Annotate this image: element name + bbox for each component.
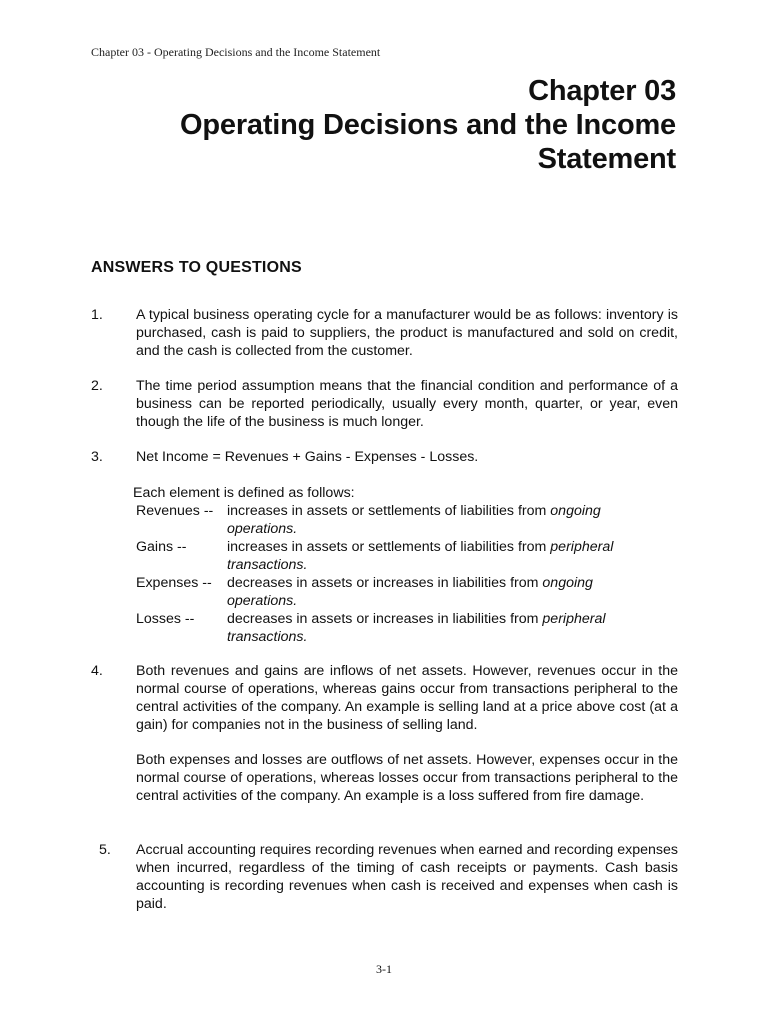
question-number: 4. [91,663,103,679]
question-text: A typical business operating cycle for a manufacturer would be as follows: inventory is purchased, cash is paid to suppliers, the product is manufactured and sold on credit, and the cash is collected from the customer. [136,307,678,359]
definition-text: decreases in assets or increases in liabilities from ongoing operations. [227,575,593,609]
chapter-title-line-2: Operating Decisions and the Income [180,109,676,141]
definitions-list [136,502,696,646]
running-header: Chapter 03 - Operating Decisions and the Income Statement [91,45,381,59]
definition-gains [136,538,696,574]
question-number: 2. [91,378,103,394]
question-text: The time period assumption means that the financial condition and performance of a business can be reported periodically, usually every month, quarter, or year, even though the life of the business is much longer. [136,378,678,430]
definition-term: Revenues -- [136,503,214,519]
question-text: Both revenues and gains are inflows of net assets. However, revenues occur in the normal course of operations, whereas gains occur from transactions peripheral to the central activities of the company. An example is selling land at a price above cost (at a gain) for companies not in the business of selling land. [136,663,678,733]
question-number: 5. [99,842,111,858]
question-text: Net Income = Revenues + Gains - Expenses - Losses. [136,449,479,465]
definition-term: Losses -- [136,611,195,627]
chapter-title [56,74,676,176]
definitions-intro: Each element is defined as follows: [133,485,355,501]
question-number: 1. [91,307,103,323]
question-text: Accrual accounting requires recording revenues when earned and recording expenses when incurred, regardless of the timing of cash receipts or payments. Cash basis accounting is recording revenues when cash is received and expenses when cash is paid. [136,842,678,912]
definition-revenues [136,502,696,538]
definition-text: increases in assets or settlements of liabilities from ongoing operations. [227,503,601,537]
question-number: 3. [91,449,103,465]
chapter-title-line-3: Statement [537,143,676,175]
page-number: 3-1 [376,962,392,976]
definition-losses [136,610,696,646]
definition-expenses [136,574,696,610]
section-heading: ANSWERS TO QUESTIONS [91,259,302,276]
definition-text: decreases in assets or increases in liabilities from peripheral transactions. [227,611,606,645]
chapter-title-line-1: Chapter 03 [528,75,676,107]
question-text-continued: Both expenses and losses are outflows of net assets. However, expenses occur in the normal course of operations, whereas losses occur from transactions peripheral to the central activities of the company. An example is a loss suffered from fire damage. [136,752,678,804]
definition-term: Expenses -- [136,575,212,591]
definition-text: increases in assets or settlements of liabilities from peripheral transactions. [227,539,614,573]
definition-term: Gains -- [136,539,187,555]
